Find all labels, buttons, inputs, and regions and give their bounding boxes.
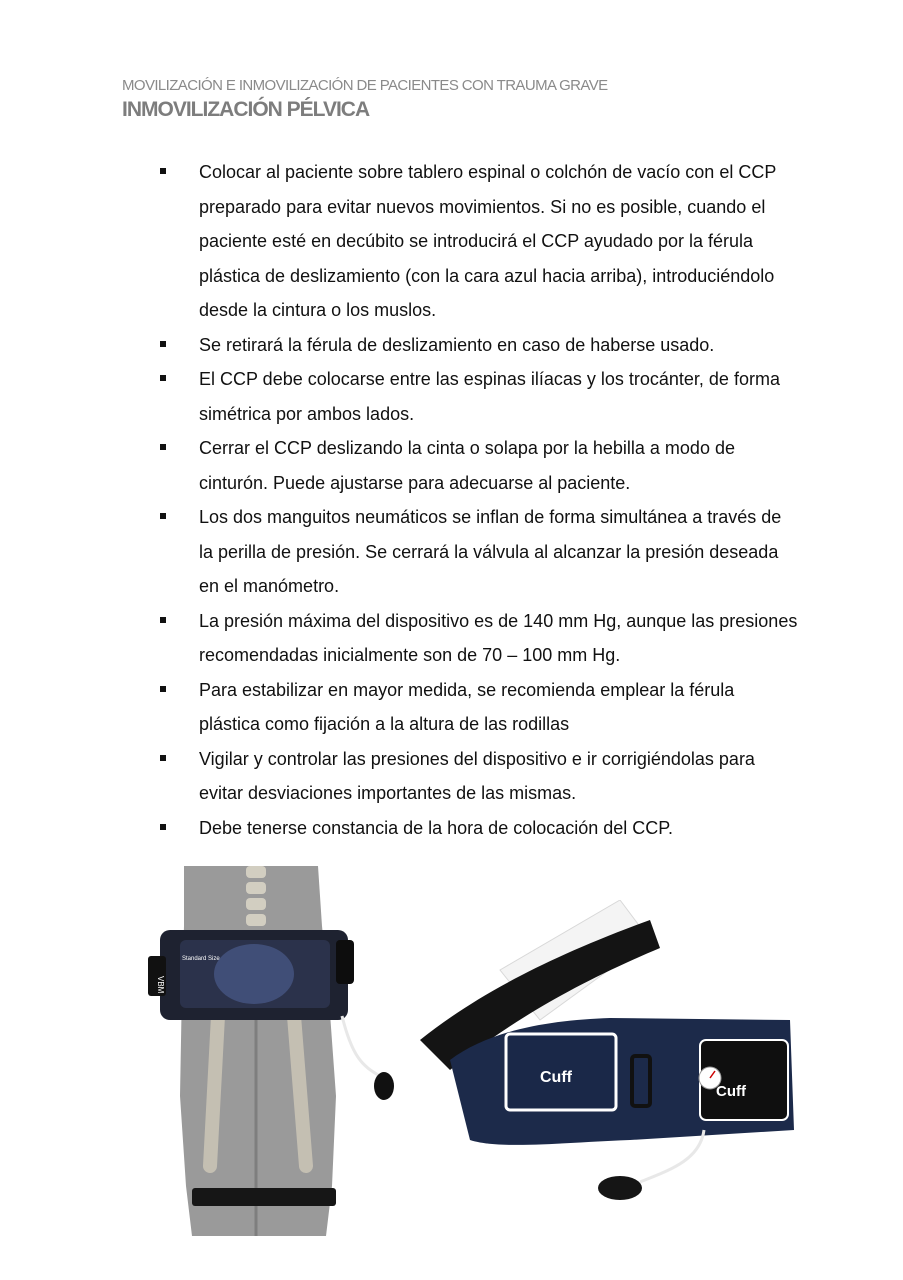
- list-item: [160, 673, 800, 742]
- cuff-label-right: Cuff: [716, 1083, 746, 1100]
- list-item-text: Se retirará la férula de deslizamiento en caso de haberse usado.: [199, 334, 715, 355]
- list-item: [160, 500, 800, 604]
- list-item: [160, 362, 800, 431]
- brand-label: VBM: [156, 976, 165, 994]
- list-item: [160, 155, 800, 328]
- cuff-label-left: Cuff: [540, 1069, 572, 1086]
- pelvic-binder-applied-photo: [122, 866, 400, 1236]
- list-item-text: Cerrar el CCP deslizando la cinta o solapa por la hebilla a modo de cinturón. Puede ajustarse para adecuarse al paciente.: [199, 438, 735, 493]
- list-item-text: Para estabilizar en mayor medida, se recomienda emplear la férula plástica como fijación a la altura de las rodillas: [199, 679, 735, 734]
- page-title: INMOVILIZACIÓN PÉLVICA: [122, 98, 370, 121]
- list-item: [160, 431, 800, 500]
- bullet-list: [160, 155, 800, 845]
- list-item-text: Debe tenerse constancia de la hora de colocación del CCP.: [199, 817, 673, 838]
- bullet-mark: [160, 686, 166, 692]
- list-item: [160, 604, 800, 673]
- list-item: [160, 742, 800, 811]
- bullet-mark: [160, 755, 166, 761]
- bullet-mark: [160, 617, 166, 623]
- list-item: [160, 811, 800, 846]
- header-kicker: MOVILIZACIÓN E INMOVILIZACIÓN DE PACIENTES CON TRAUMA GRAVE: [122, 77, 608, 94]
- device-size-label: Standard Size: [182, 956, 220, 962]
- pelvic-binder-device-photo: [410, 900, 806, 1216]
- bullet-mark: [160, 513, 166, 519]
- bullet-mark: [160, 824, 166, 830]
- list-item-text: La presión máxima del dispositivo es de 140 mm Hg, aunque las presiones recomendadas inicialmente son de 70 – 100 mm Hg.: [199, 610, 798, 665]
- bullet-mark: [160, 444, 166, 450]
- bullet-mark: [160, 341, 166, 347]
- list-item-text: Colocar al paciente sobre tablero espinal o colchón de vacío con el CCP preparado para evitar nuevos movimientos. Si no es posible, cuando el paciente esté en decúbito se introducirá el CCP ayudado por la férula plástica de deslizamiento (con la cara azul hacia arriba), introduciéndolo desde la cintura o los muslos.: [199, 162, 777, 320]
- list-item-text: Vigilar y controlar las presiones del dispositivo e ir corrigiéndolas para evitar desviaciones importantes de las mismas.: [199, 748, 755, 803]
- list-item-text: El CCP debe colocarse entre las espinas ilíacas y los trocánter, de forma simétrica por ambos lados.: [199, 369, 780, 424]
- list-item-text: Los dos manguitos neumáticos se inflan de forma simultánea a través de la perilla de presión. Se cerrará la válvula al alcanzar la presión deseada en el manómetro.: [199, 507, 782, 596]
- list-item: [160, 328, 800, 363]
- bullet-mark: [160, 375, 166, 381]
- bullet-mark: [160, 168, 166, 174]
